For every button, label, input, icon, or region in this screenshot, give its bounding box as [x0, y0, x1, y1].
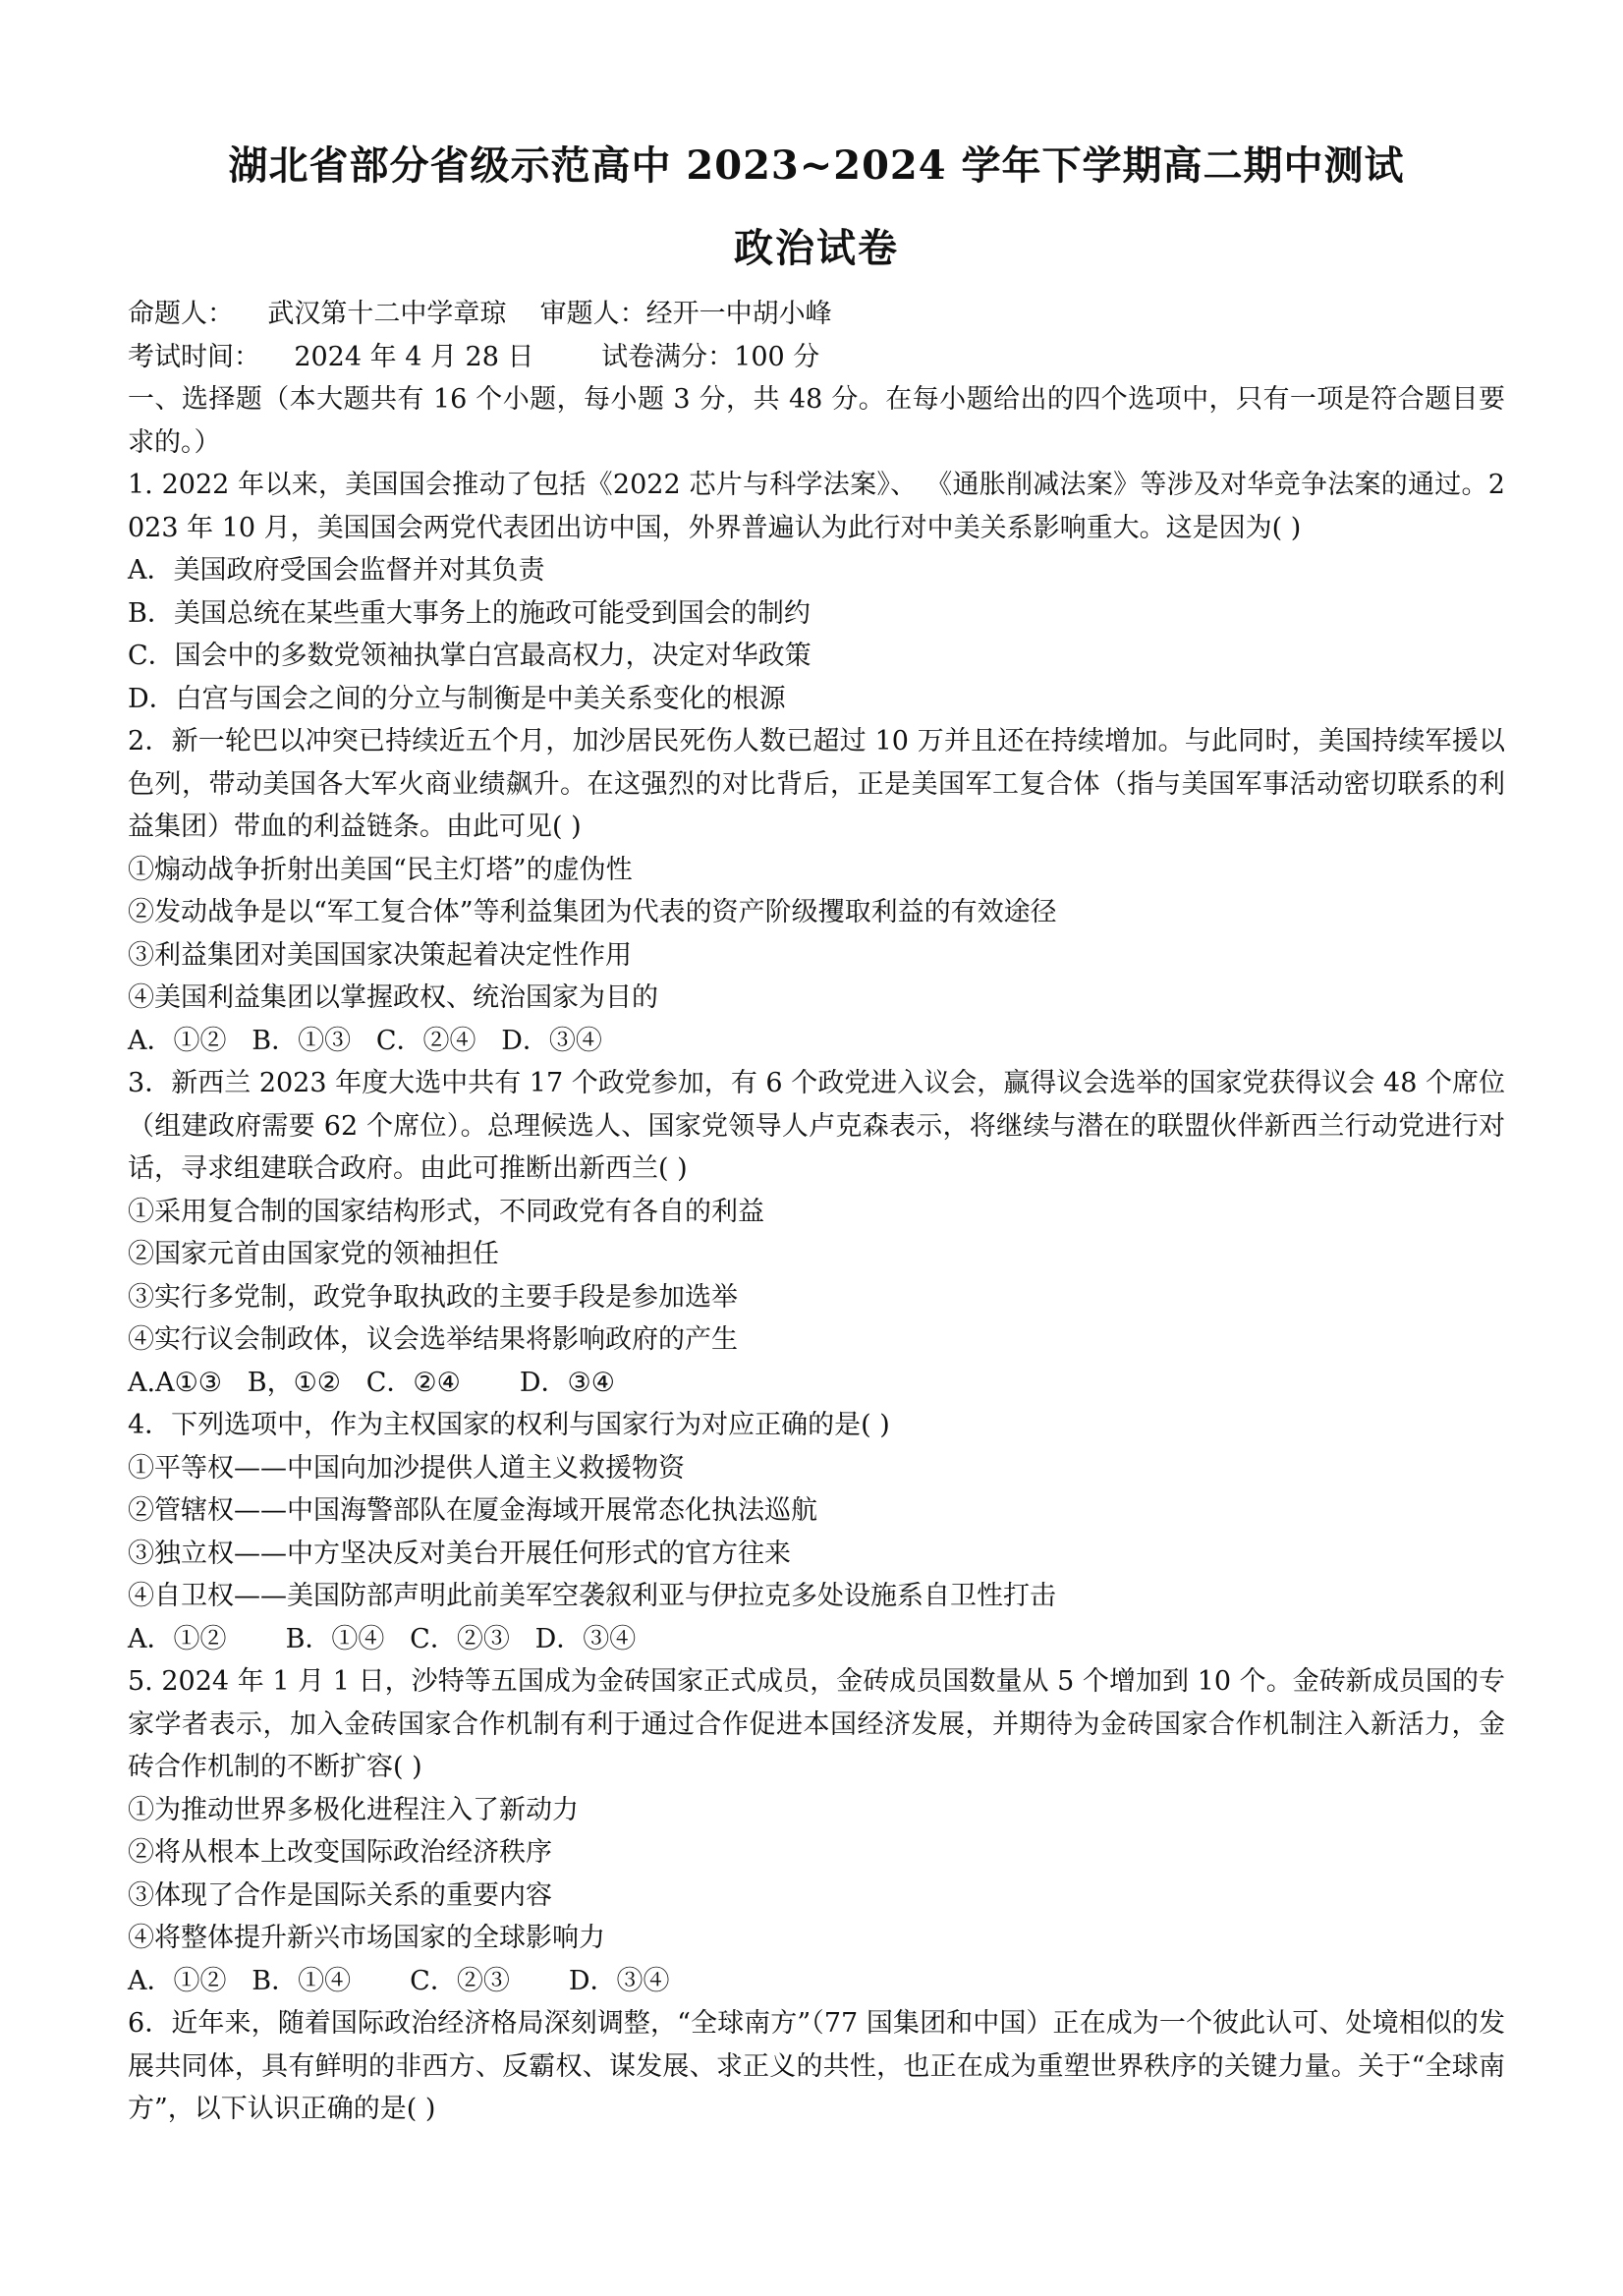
statement-1: ①采用复合制的国家结构形式，不同政党有各自的利益 — [128, 1196, 764, 1227]
question-stem: 2．新一轮巴以冲突已持续近五个月，加沙居民死伤人数已超过 10 万并且还在持续增加。与此同时，美国持续军援以色列，带动美国各大军火商业绩飙升。在这强烈的对比背后，正是美国军工复合体（指与美国军事活动密切联系的利益集团）带血的利益链条。由此可见( ) — [128, 726, 1505, 842]
statement-2: ②发动战争是以“军工复合体”等利益集团为代表的资产阶级攫取利益的有效途径 — [128, 897, 1057, 927]
answer-choices: A．①② B．①④ C．②③ D．③④ — [128, 1965, 670, 1996]
exam-info-line: 考试时间： 2024 年 4 月 28 日 试卷满分：100 分 — [128, 341, 820, 372]
statement-4: ④美国利益集团以掌握政权、统治国家为目的 — [128, 982, 658, 1013]
section-heading: 一、选择题（本大题共有 16 个小题，每小题 3 分，共 48 分。在每小题给出的四个选项中，只有一项是符合题目要求的。） — [128, 384, 1505, 458]
statement-2: ②管辖权——中国海警部队在厦金海域开展常态化执法巡航 — [128, 1495, 817, 1526]
statement-2: ②国家元首由国家党的领袖担任 — [128, 1239, 499, 1269]
answer-choices: A．①② B．①④ C．②③ D．③④ — [128, 1623, 637, 1654]
question-stem: 3．新西兰 2023 年度大选中共有 17 个政党参加，有 6 个政党进入议会，赢得议会选举的国家党获得议会 48 个席位（组建政府需要 62 个席位）。总理候选人、国家党领导人卢克森表示，将继续与潜在的联盟伙伴新西兰行动党进行对话，寻求组建联合政府。由此可推断出新西兰( ) — [128, 1068, 1505, 1184]
statement-3: ③体现了合作是国际关系的重要内容 — [128, 1879, 552, 1911]
question-5 — [128, 1660, 1505, 2002]
statement-1: ①煽动战争折射出美国“民主灯塔”的虚伪性 — [128, 854, 633, 885]
statement-4: ④实行议会制政体，议会选举结果将影响政府的产生 — [128, 1324, 738, 1355]
statement-1: ①为推动世界多极化进程注入了新动力 — [128, 1794, 579, 1825]
option-c: C．国会中的多数党领袖执掌白宫最高权力，决定对华政策 — [128, 641, 812, 671]
authors-line: 命题人： 武汉第十二中学章琼 审题人：经开一中胡小峰 — [128, 299, 832, 329]
question-stem: 4．下列选项中，作为主权国家的权利与国家行为对应正确的是( ) — [128, 1410, 890, 1440]
statement-3: ③利益集团对美国国家决策起着决定性作用 — [128, 939, 632, 971]
question-6 — [128, 2002, 1505, 2131]
exam-subtitle: 政治试卷 — [734, 225, 899, 271]
exam-title: 湖北省部分省级示范高中 2023~2024 学年下学期高二期中测试 — [228, 142, 1405, 189]
statement-1: ①平等权——中国向加沙提供人道主义救援物资 — [128, 1452, 685, 1484]
question-stem: 5. 2024 年 1 月 1 日，沙特等五国成为金砖国家正式成员，金砖成员国数量从 5 个增加到 10 个。金砖新成员国的专家学者表示，加入金砖国家合作机制有利于通过合作促进本国经济发展，并期待为金砖国家合作机制注入新活力，金砖合作机制的不断扩容( ) — [128, 1666, 1505, 1782]
statement-4: ④将整体提升新兴市场国家的全球影响力 — [128, 1923, 605, 1953]
question-stem: 6．近年来，随着国际政治经济格局深刻调整，“全球南方”（77 国集团和中国）正在成为一个彼此认可、处境相似的发展共同体，具有鲜明的非西方、反霸权、谋发展、求正义的共性，也正在成为重塑世界秩序的关键力量。关于“全球南方”，以下认识正确的是( ) — [128, 2008, 1505, 2124]
option-d: D．白宫与国会之间的分立与制衡是中美关系变化的根源 — [128, 683, 786, 714]
statement-3: ③独立权——中方坚决反对美台开展任何形式的官方往来 — [128, 1538, 791, 1569]
question-1 — [128, 464, 1505, 720]
question-stem: 1. 2022 年以来，美国国会推动了包括《2022 芯片与科学法案》、 《通胀削减法案》等涉及对华竞争法案的通过。2023 年 10 月，美国国会两党代表团出访中国，外界普遍认为此行对中美关系影响重大。这是因为( ) — [128, 470, 1505, 543]
question-3 — [128, 1062, 1505, 1404]
question-4 — [128, 1404, 1505, 1660]
statement-3: ③实行多党制，政党争取执政的主要手段是参加选举 — [128, 1281, 738, 1313]
statement-4: ④自卫权——美国防部声明此前美军空袭叙利亚与伊拉克多处设施系自卫性打击 — [128, 1581, 1056, 1611]
question-2 — [128, 720, 1505, 1062]
statement-2: ②将从根本上改变国际政治经济秩序 — [128, 1837, 552, 1868]
option-b: B．美国总统在某些重大事务上的施政可能受到国会的制约 — [128, 597, 811, 629]
answer-choices: A．①② B．①③ C．②④ D．③④ — [128, 1025, 602, 1056]
answer-choices: A.A①③ B，①② C．②④ D．③④ — [128, 1367, 615, 1398]
option-a: A．美国政府受国会监督并对其负责 — [128, 555, 545, 586]
